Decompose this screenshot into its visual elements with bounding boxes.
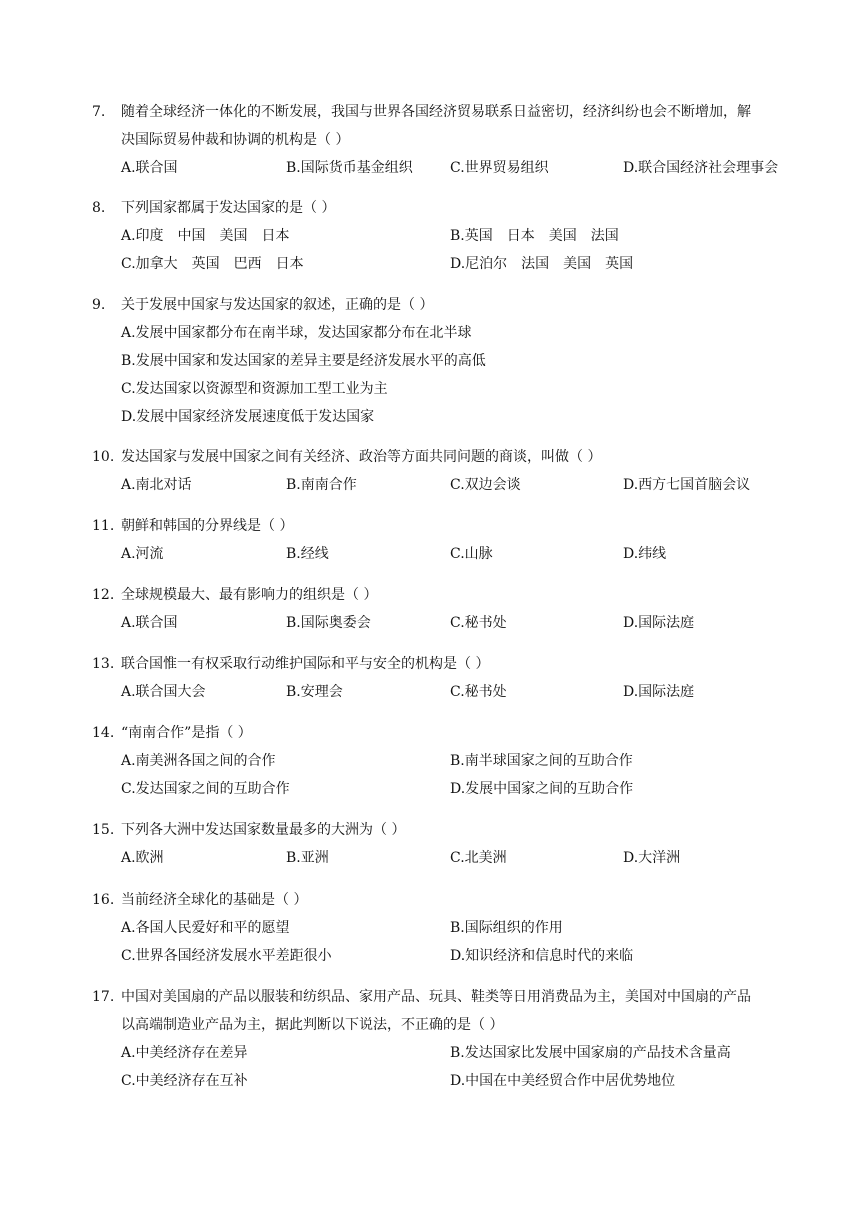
question-stem: 随着全球经济一体化的不断发展，我国与世界各国经济贸易联系日益密切，经济纠纷也会不断增加，解 xyxy=(121,104,751,120)
option-b: B.发展中国家和发达国家的差异主要是经济发展水平的高低 xyxy=(121,353,486,369)
question-12 xyxy=(92,581,812,637)
question-8 xyxy=(92,194,812,278)
option-d: D.尼泊尔 法国 美国 英国 xyxy=(450,256,634,272)
option-b: B.国际奥委会 xyxy=(286,615,371,631)
question-number: 16. xyxy=(92,892,115,908)
option-b: B.国际货币基金组织 xyxy=(286,160,413,176)
question-stem: 联合国惟一有权采取行动维护国际和平与安全的机构是（ ） xyxy=(121,656,490,672)
option-a: A.联合国 xyxy=(121,160,178,176)
question-number: 11. xyxy=(92,518,115,534)
question-stem: 朝鲜和韩国的分界线是（ ） xyxy=(121,518,294,534)
option-c: C.秘书处 xyxy=(450,615,507,631)
option-a: A.各国人民爱好和平的愿望 xyxy=(121,920,290,936)
option-d: D.国际法庭 xyxy=(623,684,695,700)
option-a: A.欧洲 xyxy=(121,850,164,866)
question-14 xyxy=(92,719,812,803)
option-b: B.南南合作 xyxy=(286,477,357,493)
option-d: D.发展中国家经济发展速度低于发达国家 xyxy=(121,409,375,425)
question-number: 9. xyxy=(92,297,106,313)
question-number: 14. xyxy=(92,725,115,741)
question-number: 10. xyxy=(92,449,115,465)
question-stem: 当前经济全球化的基础是（ ） xyxy=(121,892,308,908)
question-number: 8. xyxy=(92,200,106,216)
option-a: A.发展中国家都分布在南半球，发达国家都分布在北半球 xyxy=(121,325,472,341)
option-b: B.国际组织的作用 xyxy=(450,920,563,936)
option-a: A.南北对话 xyxy=(121,477,192,493)
option-c: C.双边会谈 xyxy=(450,477,521,493)
option-c: C.世界各国经济发展水平差距很小 xyxy=(121,948,332,964)
option-d: D.纬线 xyxy=(623,546,667,562)
option-b: B.英国 日本 美国 法国 xyxy=(450,228,619,244)
question-11 xyxy=(92,512,812,568)
question-number: 12. xyxy=(92,587,115,603)
option-c: C.北美洲 xyxy=(450,850,507,866)
option-b: B.亚洲 xyxy=(286,850,329,866)
option-b: B.经线 xyxy=(286,546,329,562)
option-a: A.印度 中国 美国 日本 xyxy=(121,228,290,244)
question-17 xyxy=(92,983,812,1095)
question-10 xyxy=(92,443,812,499)
question-stem: 发达国家与发展中国家之间有关经济、政治等方面共同问题的商谈，叫做（ ） xyxy=(121,449,602,465)
option-a: A.联合国大会 xyxy=(121,684,206,700)
question-15 xyxy=(92,816,812,872)
option-d: D.中国在中美经贸合作中居优势地位 xyxy=(450,1073,676,1089)
option-b: B.安理会 xyxy=(286,684,343,700)
question-9 xyxy=(92,291,812,431)
question-number: 15. xyxy=(92,822,115,838)
option-d: D.国际法庭 xyxy=(623,615,695,631)
question-number: 7. xyxy=(92,104,106,120)
option-c: C.加拿大 英国 巴西 日本 xyxy=(121,256,304,272)
question-stem: 关于发展中国家与发达国家的叙述，正确的是（ ） xyxy=(121,297,434,313)
question-7 xyxy=(92,98,812,182)
question-stem: 中国对美国扇的产品以服装和纺织品、家用产品、玩具、鞋类等日用消费品为主，美国对中国扇的产品 xyxy=(121,989,751,1005)
option-b: B.南半球国家之间的互助合作 xyxy=(450,753,633,769)
option-c: C.山脉 xyxy=(450,546,493,562)
option-d: D.大洋洲 xyxy=(623,850,681,866)
question-number: 13. xyxy=(92,656,115,672)
option-d: D.西方七国首脑会议 xyxy=(623,477,751,493)
option-c: C.秘书处 xyxy=(450,684,507,700)
question-stem-continued: 以高端制造业产品为主，据此判断以下说法，不正确的是（ ） xyxy=(121,1017,504,1033)
question-stem: 下列国家都属于发达国家的是（ ） xyxy=(121,200,336,216)
option-b: B.发达国家比发展中国家扇的产品技术含量高 xyxy=(450,1045,731,1061)
option-a: A.联合国 xyxy=(121,615,178,631)
question-stem: 下列各大洲中发达国家数量最多的大洲为（ ） xyxy=(121,822,406,838)
option-c: C.发达国家以资源型和资源加工型工业为主 xyxy=(121,381,388,397)
option-c: C.发达国家之间的互助合作 xyxy=(121,781,290,797)
question-stem: “南南合作”是指（ ） xyxy=(121,725,252,741)
question-stem: 全球规模最大、最有影响力的组织是（ ） xyxy=(121,587,378,603)
option-c: C.中美经济存在互补 xyxy=(121,1073,248,1089)
option-d: D.联合国经济社会理事会 xyxy=(623,160,779,176)
option-d: D.发展中国家之间的互助合作 xyxy=(450,781,634,797)
question-13 xyxy=(92,650,812,706)
option-d: D.知识经济和信息时代的来临 xyxy=(450,948,634,964)
option-a: A.南美洲各国之间的合作 xyxy=(121,753,276,769)
option-a: A.河流 xyxy=(121,546,164,562)
question-16 xyxy=(92,886,812,970)
option-c: C.世界贸易组织 xyxy=(450,160,549,176)
option-a: A.中美经济存在差异 xyxy=(121,1045,248,1061)
question-stem-continued: 决国际贸易仲裁和协调的机构是（ ） xyxy=(121,132,350,148)
question-number: 17. xyxy=(92,989,115,1005)
